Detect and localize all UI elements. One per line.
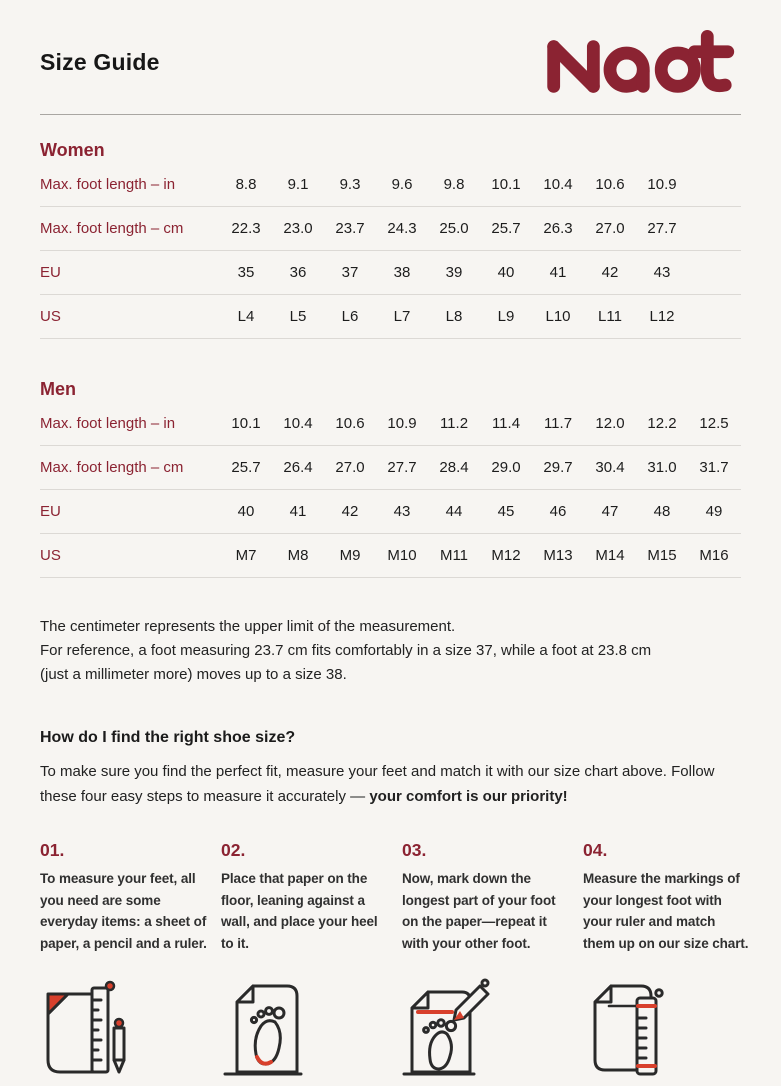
men-size-table xyxy=(40,402,741,578)
size-cell: 10.9 xyxy=(636,163,688,207)
header-divider xyxy=(40,114,741,115)
step-01-number: 01. xyxy=(40,840,65,860)
size-cell: M13 xyxy=(532,534,584,578)
size-cell: 36 xyxy=(272,251,324,295)
size-cell: 26.4 xyxy=(272,446,324,490)
size-cell: M11 xyxy=(428,534,480,578)
size-cell: 23.7 xyxy=(324,207,376,251)
size-cell: 38 xyxy=(376,251,428,295)
size-row xyxy=(40,534,741,578)
size-cell: 26.3 xyxy=(532,207,584,251)
size-cell: L11 xyxy=(584,295,636,339)
size-cell: M14 xyxy=(584,534,636,578)
mark-foot-with-pencil-icon xyxy=(402,978,583,1083)
size-cell: 12.2 xyxy=(636,402,688,446)
measure-with-ruler-icon xyxy=(583,978,764,1083)
size-cell: 27.7 xyxy=(636,207,688,251)
naot-logo xyxy=(543,30,741,94)
step-03 xyxy=(402,840,583,954)
size-cell: M9 xyxy=(324,534,376,578)
size-row xyxy=(40,207,741,251)
size-cell: 49 xyxy=(688,490,740,534)
women-section xyxy=(40,140,741,339)
row-filler xyxy=(740,490,741,534)
step-04-text: Measure the markings of your longest foot with your ruler and match them up on our size chart. xyxy=(583,871,749,951)
step-icons-row xyxy=(40,978,741,1083)
size-cell: 10.4 xyxy=(532,163,584,207)
size-cell: 12.0 xyxy=(584,402,636,446)
size-cell: 23.0 xyxy=(272,207,324,251)
row-filler xyxy=(688,163,741,207)
size-cell: 46 xyxy=(532,490,584,534)
row-label: US xyxy=(40,534,220,578)
size-cell: 9.3 xyxy=(324,163,376,207)
step-02-number: 02. xyxy=(221,840,246,860)
row-label: Max. foot length – in xyxy=(40,163,220,207)
step-02 xyxy=(221,840,402,954)
size-cell: 11.4 xyxy=(480,402,532,446)
size-cell: 9.8 xyxy=(428,163,480,207)
size-cell: 41 xyxy=(532,251,584,295)
size-cell: 25.0 xyxy=(428,207,480,251)
men-heading: Men xyxy=(40,379,76,399)
step-04-number: 04. xyxy=(583,840,608,860)
size-cell: L8 xyxy=(428,295,480,339)
size-row xyxy=(40,402,741,446)
paper-heel-on-floor-icon xyxy=(221,978,402,1083)
how-to-intro xyxy=(40,760,732,809)
size-row xyxy=(40,251,741,295)
size-row xyxy=(40,490,741,534)
size-cell: 37 xyxy=(324,251,376,295)
size-cell: M15 xyxy=(636,534,688,578)
size-cell: 10.6 xyxy=(324,402,376,446)
size-cell: 47 xyxy=(584,490,636,534)
size-cell: 24.3 xyxy=(376,207,428,251)
row-label: US xyxy=(40,295,220,339)
size-cell: 31.7 xyxy=(688,446,740,490)
header xyxy=(40,30,741,94)
measurement-note xyxy=(40,615,741,687)
size-cell: 29.7 xyxy=(532,446,584,490)
note-line-1: The centimeter represents the upper limit of the measurement. xyxy=(40,618,456,635)
size-cell: L5 xyxy=(272,295,324,339)
size-cell: L6 xyxy=(324,295,376,339)
size-cell: M7 xyxy=(220,534,272,578)
size-row xyxy=(40,163,741,207)
size-cell: 45 xyxy=(480,490,532,534)
size-cell: 10.1 xyxy=(480,163,532,207)
page-title: Size Guide xyxy=(40,48,160,75)
size-cell: 9.1 xyxy=(272,163,324,207)
row-label: EU xyxy=(40,490,220,534)
size-cell: 27.7 xyxy=(376,446,428,490)
how-to-heading: How do I find the right shoe size? xyxy=(40,729,296,746)
size-cell: 27.0 xyxy=(584,207,636,251)
paper-ruler-pencil-icon xyxy=(40,978,221,1083)
size-cell: 10.6 xyxy=(584,163,636,207)
size-cell: 25.7 xyxy=(480,207,532,251)
size-cell: L12 xyxy=(636,295,688,339)
size-cell: L9 xyxy=(480,295,532,339)
size-cell: 40 xyxy=(220,490,272,534)
size-cell: 42 xyxy=(584,251,636,295)
size-cell: 39 xyxy=(428,251,480,295)
size-cell: M12 xyxy=(480,534,532,578)
women-heading: Women xyxy=(40,140,105,160)
row-label: EU xyxy=(40,251,220,295)
size-cell: 10.9 xyxy=(376,402,428,446)
row-filler xyxy=(688,251,741,295)
size-cell: 48 xyxy=(636,490,688,534)
row-filler xyxy=(740,402,741,446)
step-01 xyxy=(40,840,221,954)
step-02-text: Place that paper on the floor, leaning against a wall, and place your heel to it. xyxy=(221,871,378,951)
size-row xyxy=(40,446,741,490)
size-cell: 41 xyxy=(272,490,324,534)
size-cell: 42 xyxy=(324,490,376,534)
size-cell: 12.5 xyxy=(688,402,740,446)
size-cell: 43 xyxy=(636,251,688,295)
size-cell: M8 xyxy=(272,534,324,578)
size-cell: 28.4 xyxy=(428,446,480,490)
size-cell: 10.4 xyxy=(272,402,324,446)
size-cell: 35 xyxy=(220,251,272,295)
row-label: Max. foot length – cm xyxy=(40,446,220,490)
step-01-text: To measure your feet, all you need are some everyday items: a sheet of paper, a pencil and a ruler. xyxy=(40,871,207,951)
step-04 xyxy=(583,840,764,954)
row-filler xyxy=(740,446,741,490)
size-cell: 44 xyxy=(428,490,480,534)
row-label: Max. foot length – in xyxy=(40,402,220,446)
size-cell: M10 xyxy=(376,534,428,578)
size-cell: L4 xyxy=(220,295,272,339)
women-size-table xyxy=(40,163,741,339)
size-cell: L7 xyxy=(376,295,428,339)
size-cell: M16 xyxy=(688,534,740,578)
size-cell: 27.0 xyxy=(324,446,376,490)
size-cell: 8.8 xyxy=(220,163,272,207)
steps-grid xyxy=(40,840,749,954)
size-cell: 43 xyxy=(376,490,428,534)
step-03-text: Now, mark down the longest part of your foot on the paper—repeat it with your other foot. xyxy=(402,871,556,951)
size-cell: 40 xyxy=(480,251,532,295)
how-to-intro-text: To make sure you find the perfect fit, measure your feet and match it with our size chart above. Follow these four easy steps to measure it accurately — xyxy=(40,763,715,805)
size-cell: L10 xyxy=(532,295,584,339)
row-filler xyxy=(740,534,741,578)
note-line-3: (just a millimeter more) moves up to a size 38. xyxy=(40,666,347,683)
size-cell: 9.6 xyxy=(376,163,428,207)
size-cell: 25.7 xyxy=(220,446,272,490)
size-cell: 11.7 xyxy=(532,402,584,446)
size-cell: 30.4 xyxy=(584,446,636,490)
row-filler xyxy=(688,207,741,251)
step-03-number: 03. xyxy=(402,840,427,860)
size-cell: 22.3 xyxy=(220,207,272,251)
row-label: Max. foot length – cm xyxy=(40,207,220,251)
size-row xyxy=(40,295,741,339)
men-section xyxy=(40,379,741,578)
size-cell: 11.2 xyxy=(428,402,480,446)
how-to-intro-emphasis: your comfort is our priority! xyxy=(369,787,568,805)
size-cell: 29.0 xyxy=(480,446,532,490)
size-cell: 31.0 xyxy=(636,446,688,490)
size-cell: 10.1 xyxy=(220,402,272,446)
note-line-2: For reference, a foot measuring 23.7 cm fits comfortably in a size 37, while a foot at 23.8 cm xyxy=(40,642,652,659)
row-filler xyxy=(688,295,741,339)
